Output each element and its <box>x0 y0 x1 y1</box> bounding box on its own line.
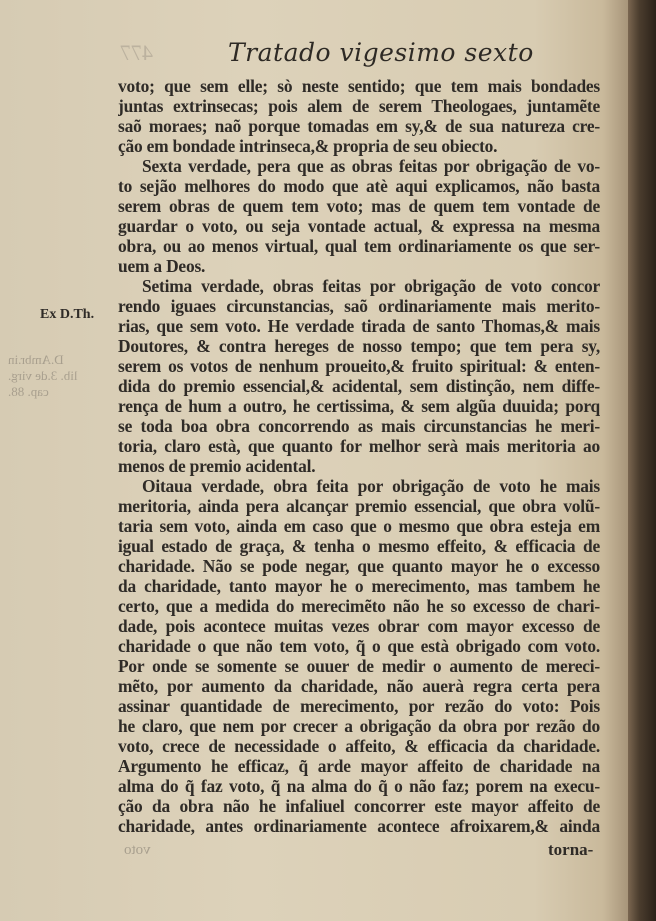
bleed-through-word: voto <box>124 842 151 858</box>
text-line: charidade o que não tem voto, q̃ o que està obrigado com voto. <box>118 636 600 656</box>
text-line: Doutores, & contra hereges de nosso tempo; que tem pera sy, <box>118 336 600 356</box>
text-line: Sexta verdade, pera que as obras feitas por obrigação de vo- <box>142 156 600 176</box>
text-line: taria sem voto, ainda em caso que o mesmo que obra esteja em <box>118 516 600 536</box>
text-line: Argumento he efficaz, q̃ arde mayor affeito de charidade na <box>118 756 600 776</box>
ghost-note-line: cap. 88. <box>8 384 49 399</box>
text-line: obra, ou ao menos virtual, qual tem ordinariamente os que ser- <box>118 236 600 256</box>
text-line: he claro, que nem por crecer a obrigação da obra por rezão do <box>118 716 600 736</box>
text-line: meritoria, ainda pera alcançar premio essencial, que obra volũ- <box>118 496 600 516</box>
text-line: igual estado de graça, & tenha o mesmo effeito, & efficacia de <box>118 536 600 556</box>
text-line: Por onde se somente se ouuer de medir o aumento de mereci- <box>118 656 600 676</box>
text-line: serem obras de quem tem voto; mas de quem tem vontade de <box>118 196 600 216</box>
text-line: charidade. Não se pode negar, que quanto mayor he o excesso <box>118 556 600 576</box>
text-line: voto, crece de necessidade o affeito, & efficacia da charidade. <box>118 736 600 756</box>
text-line: toria, claro està, que quanto for melhor serà mais meritoria ao <box>118 436 600 456</box>
margin-citation: Ex D.Th. <box>40 307 95 322</box>
text-line: dida do premio essencial,& acidental, sem distinção, nem diffe- <box>118 376 600 396</box>
text-line: ção em bondade intrinseca,& propria de seu obiecto. <box>118 136 498 156</box>
text-line: rias, que sem voto. He verdade tirada de santo Thomas,& mais <box>118 316 600 336</box>
text-line: dade, pois acontece muitas vezes obrar com mayor excesso de <box>118 616 600 636</box>
text-line: charidade, antes ordinariamente acontece afroixarem,& ainda <box>118 816 600 836</box>
text-line: mẽto, por aumento da charidade, não auerà regra certa pera <box>118 676 600 696</box>
bleed-through-margin-note <box>8 352 108 400</box>
bleed-through-page-number: 477 <box>120 40 153 65</box>
ghost-note-line: lib. 3.de virg. <box>8 368 78 383</box>
running-title: Tratado vigesimo sexto <box>228 38 534 67</box>
text-line: menos de premio acidental. <box>118 456 316 476</box>
text-line: to sejão melhores do modo que atè aqui explicamos, não basta <box>118 176 600 196</box>
text-line: assinar quantidade de merecimento, por rezão do voto: Pois <box>118 696 600 716</box>
text-line: certo, que a medida do merecimẽto não he so excesso de chari- <box>118 596 600 616</box>
ghost-note-line: D.Ambr.in <box>8 352 64 367</box>
text-line: uem a Deos. <box>118 256 206 276</box>
text-line: rendo iguaes circunstancias, saõ ordinariamente mais merito- <box>118 296 600 316</box>
text-line: guardar o voto, ou seja vontade actual, & expressa na mesma <box>118 216 600 236</box>
text-line: Oitaua verdade, obra feita por obrigação de voto he mais <box>142 476 600 496</box>
text-line: Setima verdade, obras feitas por obrigação de voto concor <box>142 276 600 296</box>
text-line: da charidade, tanto mayor he o merecimento, mas tambem he <box>118 576 600 596</box>
body-text <box>118 76 600 836</box>
text-line: ção da obra não he infaliuel concorrer este mayor affeito de <box>118 796 600 816</box>
text-line: se toda boa obra concorrendo as mais circunstancias he meri- <box>118 416 600 436</box>
text-line: saõ moraes; naõ porque tomadas em sy,& de sua natureza cre- <box>118 116 600 136</box>
text-line: rença de hum a outro, he certissima, & sem algũa duuida; porq <box>118 396 600 416</box>
book-fore-edge <box>628 0 656 921</box>
text-line: juntas extrinsecas; pois alem de serem Theologaes, juntamẽte <box>118 96 600 116</box>
text-line: voto; que sem elle; sò neste sentido; que tem mais bondades <box>118 76 600 96</box>
catchword: torna- <box>548 840 594 859</box>
text-line: serem os votos de nenhum proueito,& fruito spiritual: & enten- <box>118 356 600 376</box>
text-line: alma do q̃ faz voto, q̃ na alma do q̃ o não faz; porem na execu- <box>118 776 600 796</box>
